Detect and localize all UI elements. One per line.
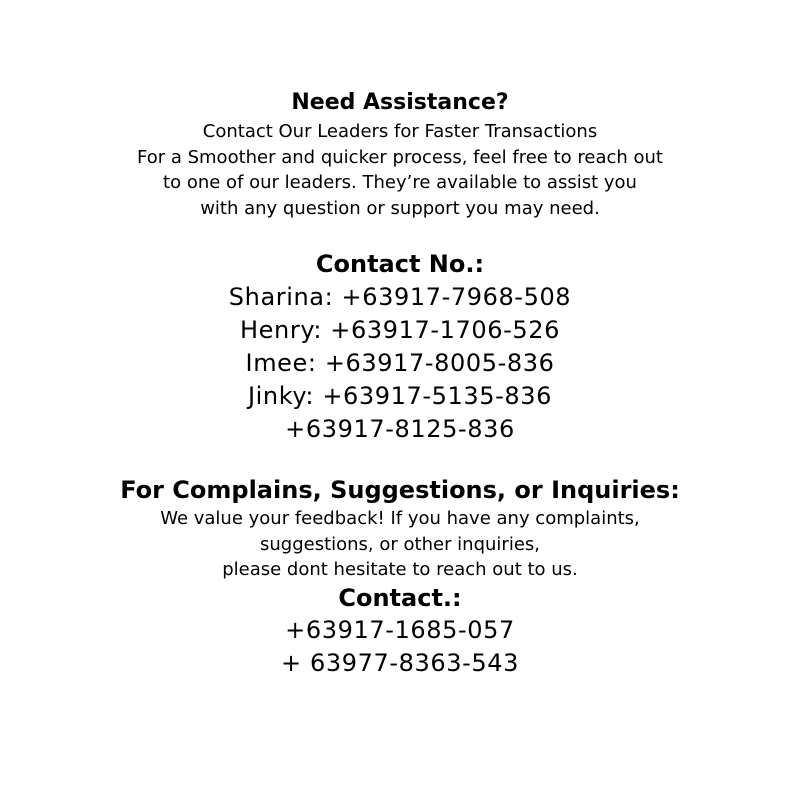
contact-line-sharina: Sharina: +63917-7968-508: [228, 283, 572, 311]
contact-line-jinky: Jinky: +63917-5135-836: [247, 382, 553, 410]
contact-line-extra: +63917-8125-836: [285, 415, 515, 443]
contacts-list: [0, 281, 800, 446]
feedback-text: [0, 506, 800, 583]
feedback-numbers: [0, 614, 800, 680]
contact-line-henry: Henry: +63917-1706-526: [240, 316, 560, 344]
feedback-contact-heading: Contact.:: [338, 584, 462, 612]
feedback-body-line-2: suggestions, or other inquiries,: [259, 533, 541, 555]
contacts-heading: Contact No.:: [315, 250, 485, 278]
feedback-body-line-3: please dont hesitate to reach out to us.: [222, 559, 578, 581]
feedback-body-line-1: We value your feedback! If you have any complaints,: [160, 508, 640, 529]
feedback-number-1: +63917-1685-057: [285, 616, 515, 644]
assistance-subheading: Contact Our Leaders for Faster Transactions: [202, 121, 598, 142]
feedback-number-2: + 63977-8363-543: [281, 649, 519, 677]
assistance-text: [0, 119, 800, 222]
feedback-heading: For Complains, Suggestions, or Inquiries:: [120, 476, 680, 504]
contact-line-imee: Imee: +63917-8005-836: [245, 349, 555, 377]
assistance-body-line-1: For a Smoother and quicker process, feel free to reach out: [137, 146, 663, 168]
assistance-heading: Need Assistance?: [291, 90, 509, 115]
assistance-body-line-2: to one of our leaders. They’re available to assist you: [163, 172, 637, 194]
assistance-body-line-3: with any question or support you may need.: [200, 198, 600, 220]
